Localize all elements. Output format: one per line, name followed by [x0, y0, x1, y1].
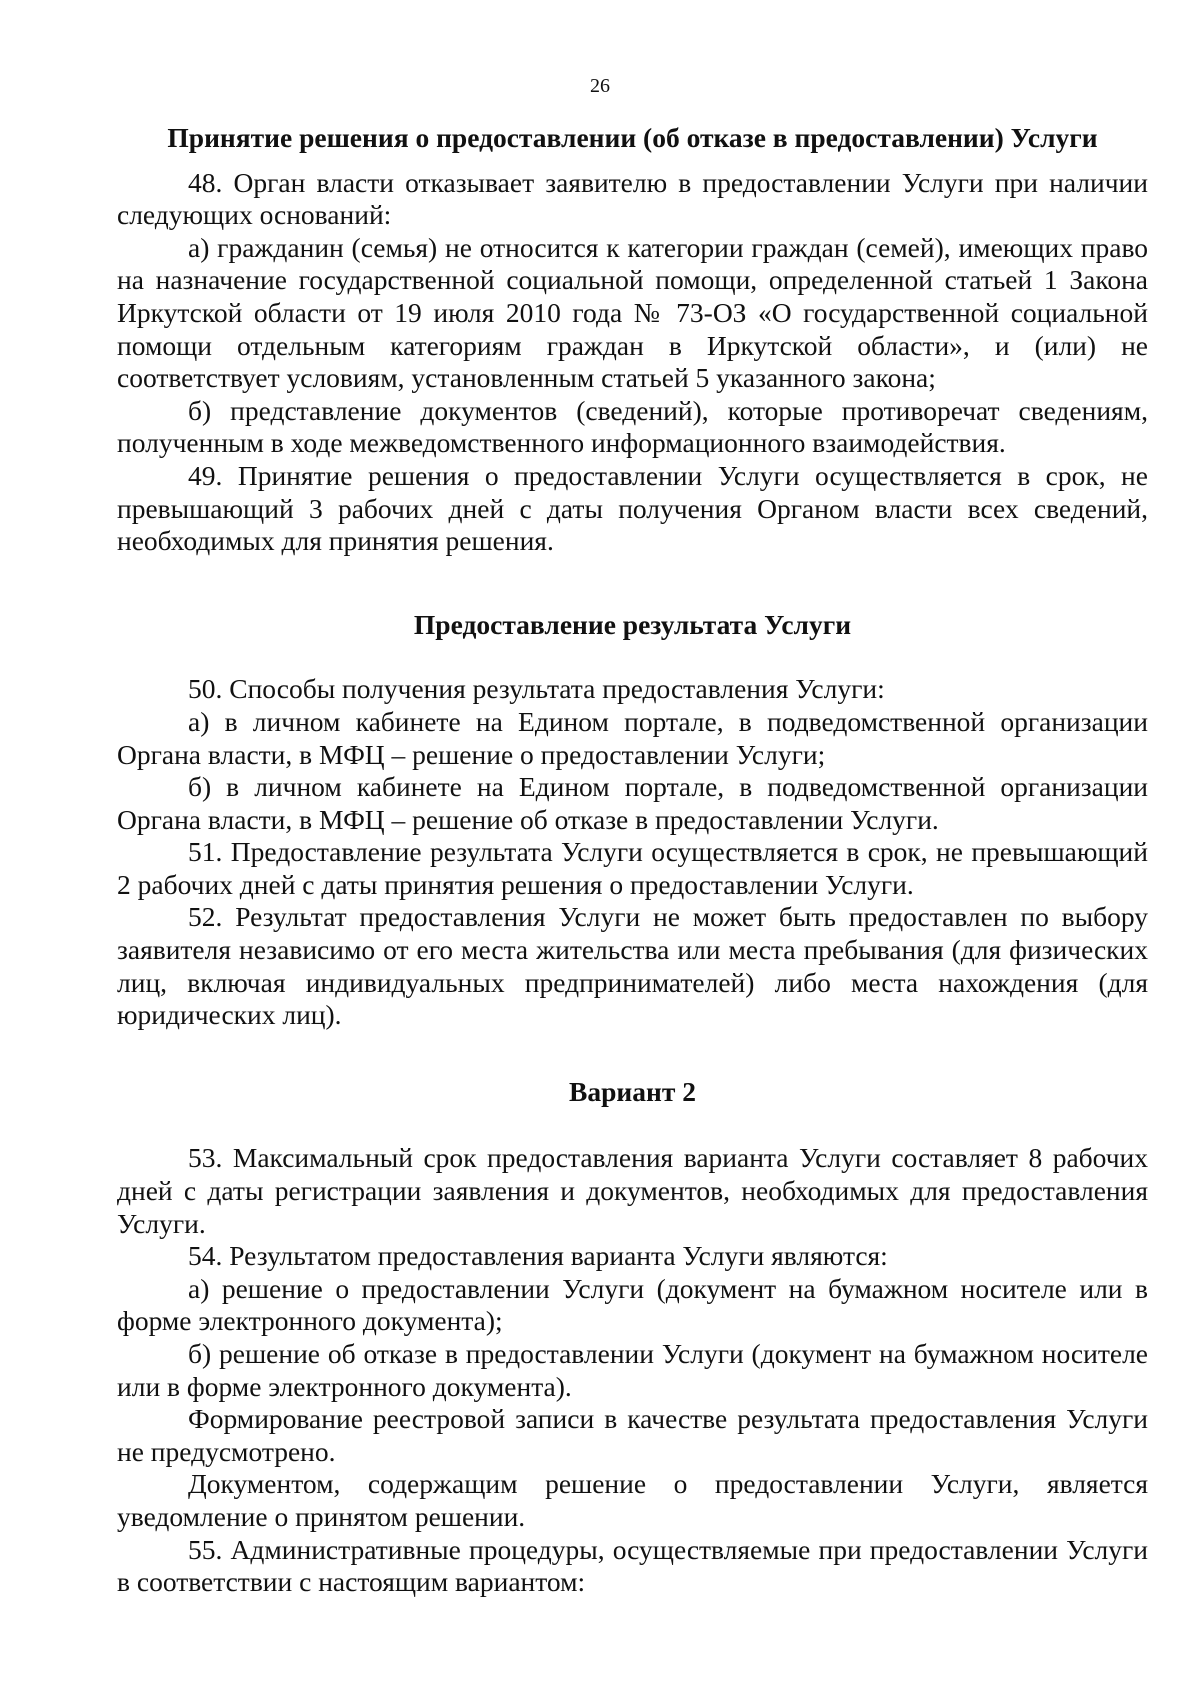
section-heading-result: Предоставление результата Услуги — [413, 608, 852, 640]
section-heading-decision: Принятие решения о предоставлении (об отказе в предоставлении) Услуги — [167, 122, 1098, 153]
paragraph: а) гражданин (семья) не относится к категории граждан (семей), имеющих право на назначение государственной социальной помощи, определенной статьей 1 Закона Иркутской области от 19 июля 2010 года № 73-ОЗ «О государственной социальной помощи отдельным категориям граждан в Иркутской области», и (или) не соответствует условиям, установленным статьей 5 указанного закона; — [117, 231, 1148, 394]
paragraph: 49. Принятие решения о предоставлении Услуги осуществляется в срок, не превышающий 3 рабочих дней с даты получения Органом власти всех сведений, необходимых для принятия решения. — [117, 459, 1148, 557]
paragraph: 50. Способы получения результата предоставления Услуги: — [188, 673, 885, 705]
paragraph: Документом, содержащим решение о предоставлении Услуги, является уведомление о принятом решении. — [117, 1468, 1148, 1532]
paragraph: 55. Административные процедуры, осуществляемые при предоставлении Услуги в соответствии с настоящим вариантом: — [117, 1533, 1148, 1598]
paragraph: б) в личном кабинете на Едином портале, в подведомственной организации Органа власти, в МФЦ – решение об отказе в предоставлении Услуги. — [117, 771, 1148, 835]
paragraph: 52. Результат предоставления Услуги не может быть предоставлен по выбору заявителя независимо от его места жительства или места пребывания (для физических лиц, включая индивидуальных предпринимателей) либо места нахождения (для юридических лиц). — [117, 901, 1148, 1031]
paragraph: 51. Предоставление результата Услуги осуществляется в срок, не превышающий 2 рабочих дней с даты принятия решения о предоставлении Услуги. — [117, 836, 1148, 900]
paragraph: б) решение об отказе в предоставлении Услуги (документ на бумажном носителе или в форме электронного документа). — [117, 1338, 1148, 1402]
paragraph: а) решение о предоставлении Услуги (документ на бумажном носителе или в форме электронного документа); — [117, 1272, 1148, 1337]
paragraph: б) представление документов (сведений), которые противоречат сведениям, полученным в ходе межведомственного информационного взаимодействия. — [117, 394, 1148, 459]
page-number: 26 — [590, 75, 610, 97]
paragraph: 48. Орган власти отказывает заявителю в предоставлении Услуги при наличии следующих оснований: — [117, 166, 1148, 231]
section-heading-variant: Вариант 2 — [569, 1075, 696, 1107]
paragraph: 54. Результатом предоставления варианта Услуги являются: — [188, 1240, 888, 1272]
paragraph: Формирование реестровой записи в качестве результата предоставления Услуги не предусмотрено. — [117, 1403, 1148, 1467]
document-body — [117, 122, 1148, 1599]
paragraph: 53. Максимальный срок предоставления варианта Услуги составляет 8 рабочих дней с даты регистрации заявления и документов, необходимых для предоставления Услуги. — [117, 1142, 1148, 1239]
paragraph: а) в личном кабинете на Едином портале, в подведомственной организации Органа власти, в МФЦ – решение о предоставлении Услуги; — [117, 705, 1148, 770]
